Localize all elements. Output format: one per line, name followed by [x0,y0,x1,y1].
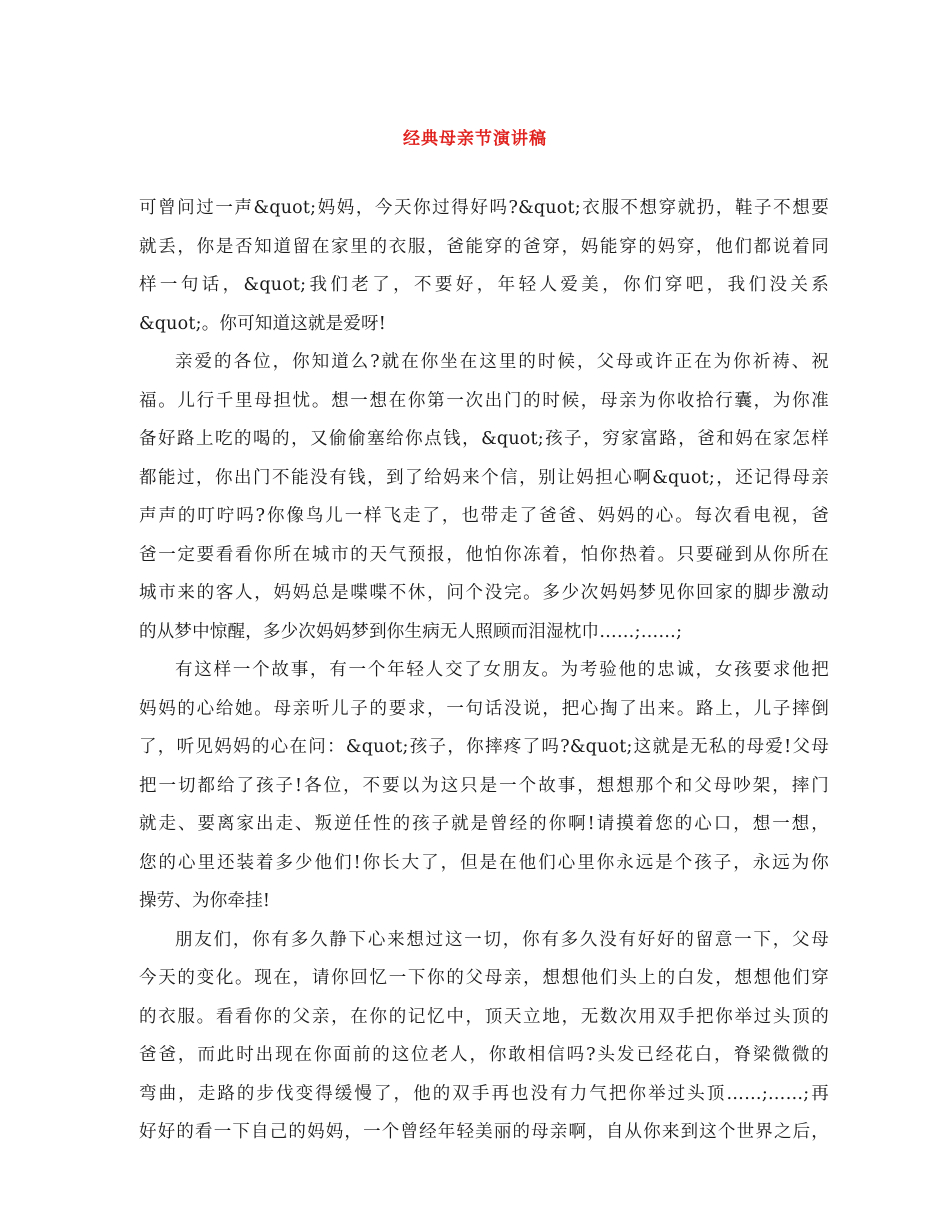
text-line: 亲爱的各位，你知道么?就在你坐在这里的时候，父母或许正在为你祈祷、祝 [175,352,829,372]
text-line: 今天的变化。现在，请你回忆一下你的父母亲，想想他们头上的白发，想想他们穿 [139,968,829,988]
document-title: 经典母亲节演讲稿 [403,129,547,149]
text-line: 好好的看一下自己的妈妈，一个曾经年轻美丽的母亲啊，自从你来到这个世界之后， [139,1122,829,1142]
text-line: 城市来的客人，妈妈总是喋喋不休，问个没完。多少次妈妈梦见你回家的脚步激动 [139,583,829,603]
text-line: 有这样一个故事，有一个年轻人交了女朋友。为考验他的忠诚，女孩要求他把 [175,660,829,680]
text-line: 可曾问过一声&quot;妈妈，今天你过得好吗?&quot;衣服不想穿就扔，鞋子不想要 [139,198,829,218]
text-line: 妈妈的心给她。母亲听儿子的要求，一句话没说，把心掏了出来。路上，儿子摔倒 [139,698,829,719]
text-line: 的衣服。看看你的父亲，在你的记忆中，顶天立地，无数次用双手把你举过头顶的 [139,1006,829,1027]
text-line: 声声的叮咛吗?你像鸟儿一样飞走了，也带走了爸爸、妈妈的心。每次看电视，爸 [139,506,829,526]
text-line: 弯曲，走路的步伐变得缓慢了，他的双手再也没有力气把你举过头顶……;……;再 [139,1083,829,1104]
text-line: 的从梦中惊醒，多少次妈妈梦到你生病无人照顾而泪湿枕巾……;……; [139,621,683,642]
text-line: 备好路上吃的喝的，又偷偷塞给你点钱，&quot;孩子，穷家富路，爸和妈在家怎样 [139,429,829,449]
text-line: 把一切都给了孩子!各位，不要以为这只是一个故事，想想那个和父母吵架，摔门 [139,775,829,796]
text-line: 爸一定要看看你所在城市的天气预报，他怕你冻着，怕你热着。只要碰到从你所在 [139,544,829,565]
text-line: 您的心里还装着多少他们!你长大了，但是在他们心里你永远是个孩子，永远为你 [139,852,829,873]
document-body [139,189,829,1152]
text-line: 了，听见妈妈的心在问：&quot;孩子，你摔疼了吗?&quot;这就是无私的母爱!父母 [139,737,829,757]
text-line: 福。儿行千里母担忧。想一想在你第一次出门的时候，母亲为你收拾行囊，为你准 [139,390,829,411]
text-line: 操劳、为你牵挂! [139,891,271,911]
text-line: 爸爸，而此时出现在你面前的这位老人，你敢相信吗?头发已经花白，脊梁微微的 [139,1045,829,1065]
text-line: 朋友们，你有多久静下心来想过这一切，你有多久没有好好的留意一下，父母 [175,929,829,950]
text-line: 就丢，你是否知道留在家里的衣服，爸能穿的爸穿，妈能穿的妈穿，他们都说着同 [139,236,829,257]
text-line: 样一句话，&quot;我们老了，不要好，年轻人爱美，你们穿吧，我们没关系 [139,275,829,295]
text-line: &quot;。你可知道这就是爱呀! [139,313,386,334]
text-line: 就走、要离家出走、叛逆任性的孩子就是曾经的你啊!请摸着您的心口，想一想， [139,814,829,834]
text-line: 都能过，你出门不能没有钱，到了给妈来个信，别让妈担心啊&quot;，还记得母亲 [139,467,829,488]
